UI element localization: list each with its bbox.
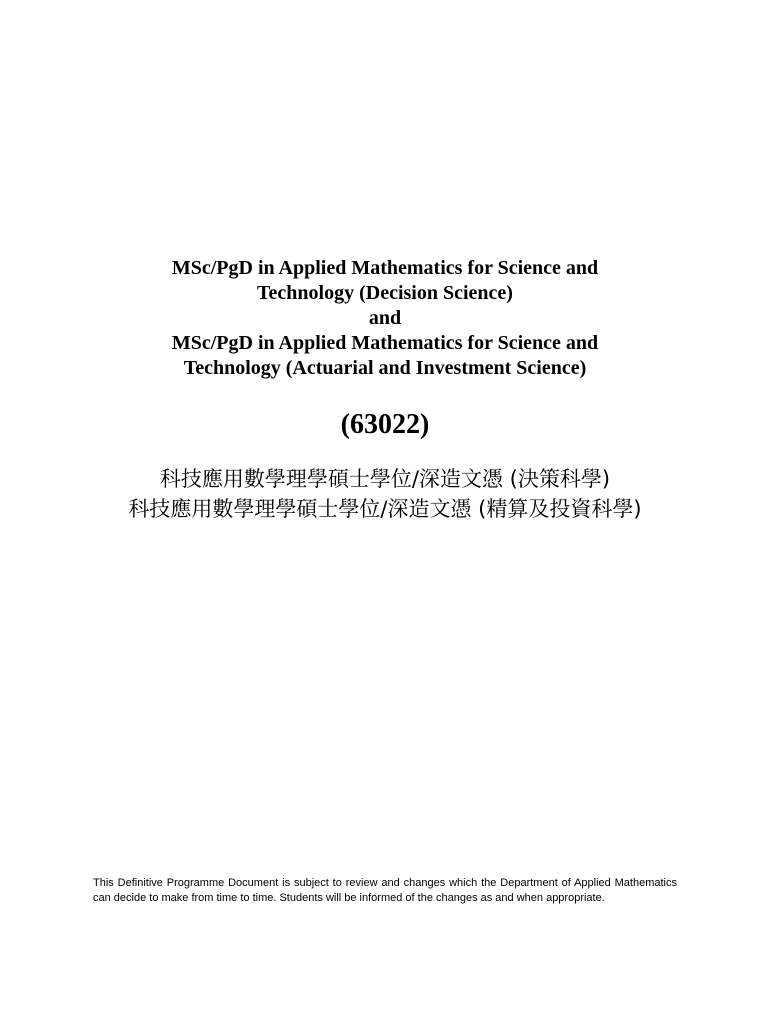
programme-title (60, 256, 710, 381)
title-line-5: Technology (Actuarial and Investment Science) (183, 357, 587, 379)
title-line-3: and (368, 307, 402, 329)
chinese-titles (40, 464, 730, 524)
chinese-title-decision-science: 科技應用數學理學碩士學位/深造文憑 (決策科學) (159, 467, 611, 491)
disclaimer-text: This Definitive Programme Document is subject to review and changes which the Department of Applied Mathematics can decide to make from time to time. Students will be informed of the changes as and when appropriate. (93, 877, 677, 904)
title-line-1: MSc/PgD in Applied Mathematics for Science and (171, 257, 599, 279)
title-line-2: Technology (Decision Science) (257, 282, 513, 304)
programme-code: (63022) (340, 409, 430, 440)
chinese-title-actuarial-science: 科技應用數學理學碩士學位/深造文憑 (精算及投資科學) (128, 497, 642, 521)
title-line-4: MSc/PgD in Applied Mathematics for Science and (171, 332, 599, 354)
